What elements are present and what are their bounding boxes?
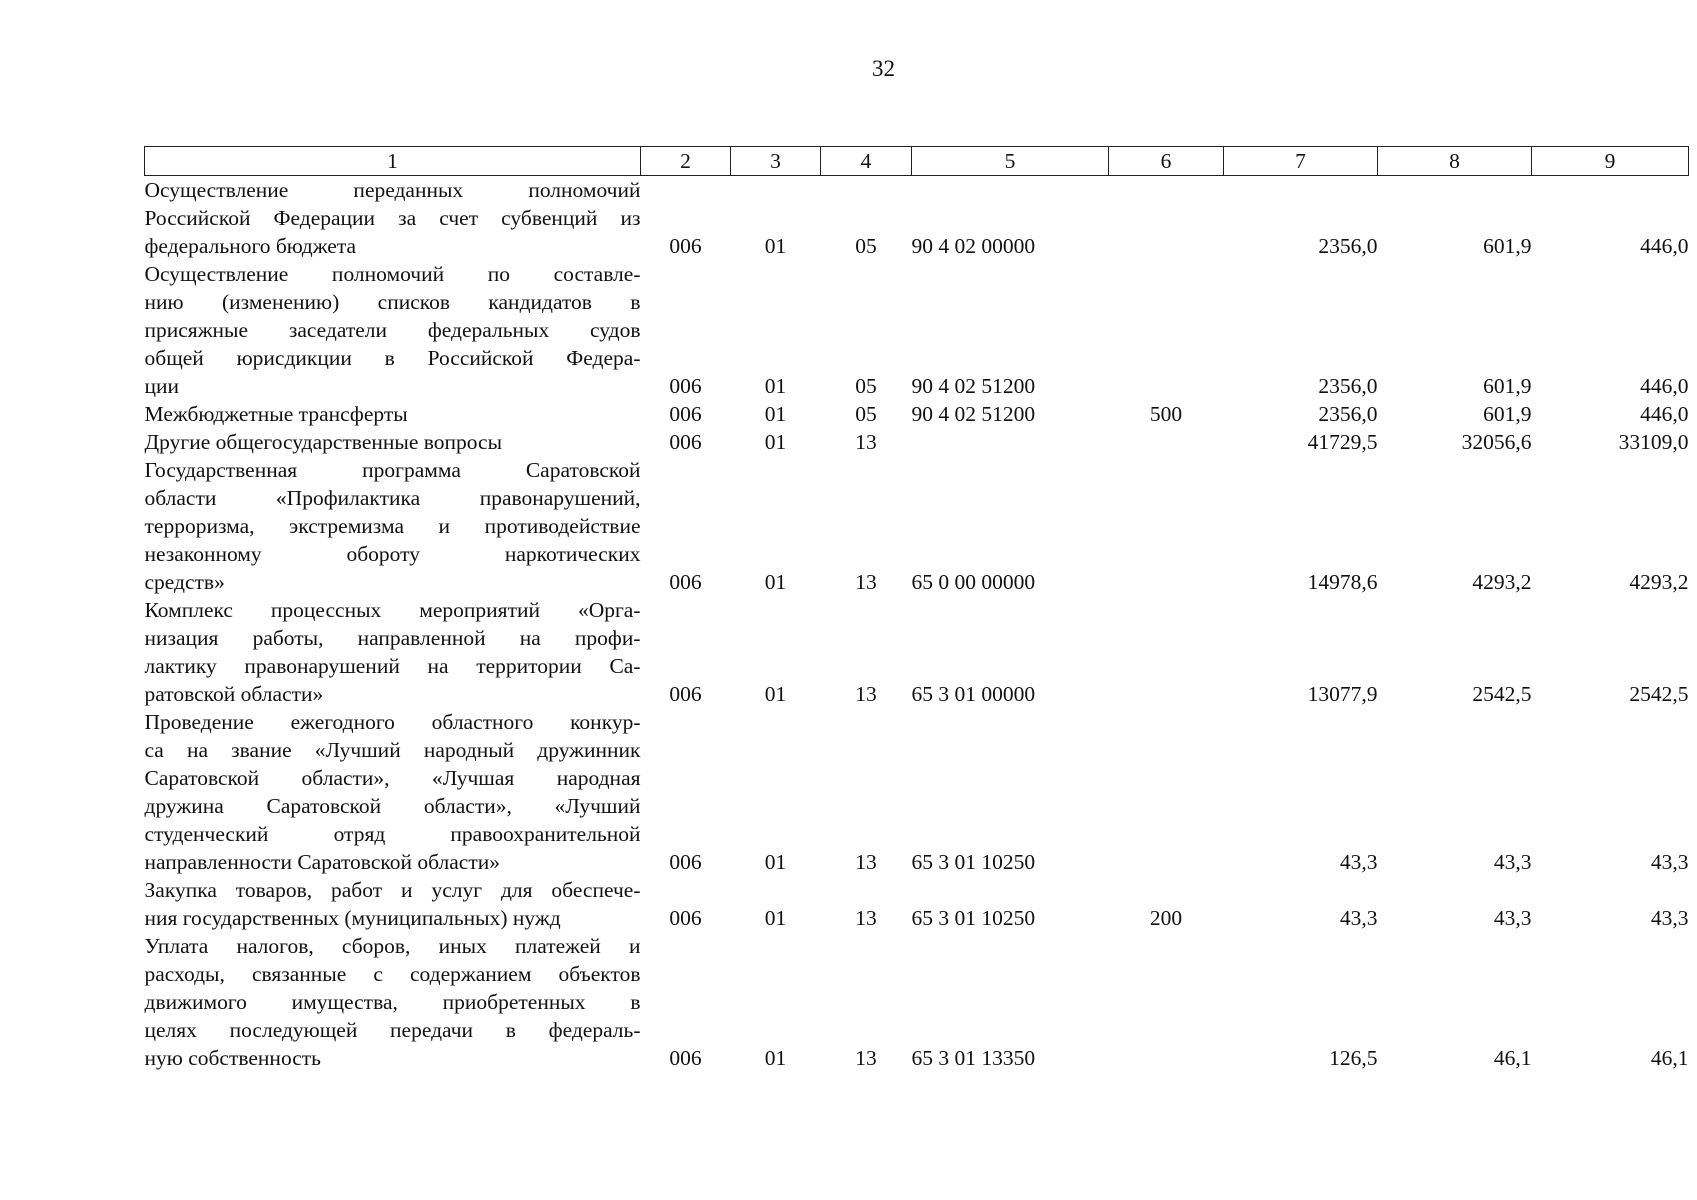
column-header: 3 [731,147,821,176]
expense-type-cell [1109,596,1224,708]
target-article-cell: 65 0 00 00000 [911,570,1036,594]
amount-year-3-cell: 446,0 [1640,374,1689,398]
ministry-code-cell: 006 [669,570,702,594]
expense-name-line: Комплекс процессных мероприятий «Орга- [144,598,641,622]
expense-type-cell: 500 [1149,402,1183,426]
target-article-cell: 90 4 02 00000 [911,234,1036,258]
expense-name-cell [145,428,641,456]
amount-year-2-cell: 601,9 [1483,374,1532,398]
expense-name-cell [145,596,641,708]
amount-year-3-cell: 33109,0 [1618,430,1689,454]
ministry-code-cell: 006 [669,1046,702,1070]
expense-name-line: ратовской области» [144,682,324,706]
expense-name-line: Осуществление полномочий по составле- [144,262,641,286]
amount-year-1-cell: 14978,6 [1307,570,1378,594]
subsection-code-cell: 05 [855,234,877,258]
column-header: 4 [821,147,912,176]
expense-name-line: терроризма, экстремизма и противодействие [144,514,641,538]
subsection-code-cell: 13 [855,430,877,454]
amount-year-2-cell: 43,3 [1493,850,1532,874]
amount-year-1-cell: 126,5 [1329,1046,1378,1070]
expense-type-cell [1109,260,1224,400]
amount-year-3-cell: 46,1 [1650,1046,1689,1070]
expense-name-cell [145,400,641,428]
table-row [145,708,1689,876]
section-code-cell: 01 [764,374,787,398]
expense-name-line: области «Профилактика правонарушений, [144,486,641,510]
amount-year-1-cell: 43,3 [1339,906,1378,930]
expense-name-line: ния государственных (муниципальных) нужд [144,906,561,930]
target-article-cell [912,428,1109,456]
expense-name-cell [145,260,641,400]
subsection-code-cell: 13 [855,570,877,594]
ministry-code-cell: 006 [669,850,702,874]
table-row [145,876,1689,932]
table-row [145,596,1689,708]
amount-year-2-cell: 601,9 [1483,234,1532,258]
expense-name-cell [145,456,641,596]
amount-year-3-cell: 2542,5 [1629,682,1689,706]
ministry-code-cell: 006 [669,430,702,454]
amount-year-2-cell: 43,3 [1493,906,1532,930]
section-code-cell: 01 [764,430,787,454]
section-code-cell: 01 [764,570,787,594]
section-code-cell: 01 [764,234,787,258]
ministry-code-cell: 006 [669,234,702,258]
expense-name-line: Другие общегосударственные вопросы [144,430,503,454]
expense-name-line: дружина Саратовской области», «Лучший [144,794,641,818]
expense-name-line: Уплата налогов, сборов, иных платежей и [144,934,641,958]
amount-year-2-cell: 4293,2 [1472,570,1532,594]
amount-year-2-cell: 2542,5 [1472,682,1532,706]
column-header: 7 [1224,147,1378,176]
ministry-code-cell: 006 [669,682,702,706]
expense-name-line: расходы, связанные с содержанием объектов [144,962,641,986]
table-row [145,176,1689,261]
target-article-cell: 65 3 01 10250 [911,906,1036,930]
expense-type-cell [1109,176,1224,261]
expense-name-line: Осуществление переданных полномочий [144,178,641,202]
expense-name-cell [145,932,641,1072]
target-article-cell: 65 3 01 13350 [911,1046,1036,1070]
column-header: 8 [1378,147,1532,176]
expense-name-line: ции [144,374,180,398]
amount-year-2-cell: 46,1 [1493,1046,1532,1070]
expense-name-line: Проведение ежегодного областного конкур- [144,710,641,734]
amount-year-1-cell: 2356,0 [1318,402,1378,426]
expense-name-line: незаконному обороту наркотических [144,542,641,566]
section-code-cell: 01 [764,682,787,706]
subsection-code-cell: 13 [855,1046,877,1070]
subsection-code-cell: 05 [855,402,877,426]
target-article-cell: 65 3 01 10250 [911,850,1036,874]
target-article-cell: 90 4 02 51200 [911,402,1036,426]
expense-name-line: низация работы, направленной на профи- [144,626,641,650]
expense-name-line: лактику правонарушений на территории Са- [144,654,641,678]
amount-year-3-cell: 4293,2 [1629,570,1689,594]
expense-name-line: Закупка товаров, работ и услуг для обеспече- [144,878,641,902]
amount-year-2-cell: 601,9 [1483,402,1532,426]
amount-year-3-cell: 43,3 [1650,906,1689,930]
column-header: 6 [1109,147,1224,176]
amount-year-1-cell: 43,3 [1339,850,1378,874]
target-article-cell: 65 3 01 00000 [911,682,1036,706]
ministry-code-cell: 006 [669,374,702,398]
expense-name-line: средств» [144,570,225,594]
expense-name-line: студенческий отряд правоохранительной [144,822,641,846]
expense-type-cell: 200 [1149,906,1183,930]
expense-type-cell [1109,708,1224,876]
expense-name-line: присяжные заседатели федеральных судов [144,318,641,342]
column-header: 5 [912,147,1109,176]
subsection-code-cell: 13 [855,850,877,874]
expense-type-cell [1109,428,1224,456]
expense-name-line: федерального бюджета [144,234,357,258]
expense-name-line: направленности Саратовской области» [144,850,500,874]
amount-year-2-cell: 32056,6 [1461,430,1532,454]
ministry-code-cell: 006 [669,402,702,426]
expense-name-line: Саратовской области», «Лучшая народная [144,766,641,790]
expense-name-line: Межбюджетные трансферты [144,402,408,426]
target-article-cell: 90 4 02 51200 [911,374,1036,398]
expense-name-line: общей юрисдикции в Российской Федера- [144,346,641,370]
table-row [145,456,1689,596]
amount-year-1-cell: 2356,0 [1318,374,1378,398]
expense-name-line: целях последующей передачи в федераль- [144,1018,641,1042]
subsection-code-cell: 13 [855,682,877,706]
ministry-code-cell: 006 [669,906,702,930]
table-row [145,932,1689,1072]
expense-name-line: са на звание «Лучший народный дружинник [144,738,641,762]
expense-type-cell [1109,456,1224,596]
expense-name-cell [145,876,641,932]
amount-year-3-cell: 43,3 [1650,850,1689,874]
section-code-cell: 01 [764,402,787,426]
subsection-code-cell: 05 [855,374,877,398]
column-header: 2 [641,147,731,176]
amount-year-3-cell: 446,0 [1640,234,1689,258]
section-code-cell: 01 [764,1046,787,1070]
section-code-cell: 01 [764,850,787,874]
column-header: 9 [1532,147,1689,176]
amount-year-1-cell: 2356,0 [1318,234,1378,258]
expense-name-line: Российской Федерации за счет субвенций из [144,206,641,230]
table-row [145,428,1689,456]
header-row [145,147,1689,176]
expense-name-cell [145,176,641,261]
expense-name-line: ную собственность [144,1046,321,1070]
expense-name-line: движимого имущества, приобретенных в [144,990,641,1014]
section-code-cell: 01 [764,906,787,930]
expense-type-cell [1109,932,1224,1072]
table-body [145,176,1689,1073]
budget-table [144,146,1689,1072]
amount-year-1-cell: 13077,9 [1307,682,1378,706]
amount-year-1-cell: 41729,5 [1307,430,1378,454]
page-number: 32 [872,56,895,81]
table-row [145,400,1689,428]
column-header: 1 [145,147,641,176]
expense-name-line: Государственная программа Саратовской [144,458,641,482]
expense-name-cell [145,708,641,876]
subsection-code-cell: 13 [855,906,877,930]
amount-year-3-cell: 446,0 [1640,402,1689,426]
table-row [145,260,1689,400]
expense-name-line: нию (изменению) списков кандидатов в [144,290,641,314]
